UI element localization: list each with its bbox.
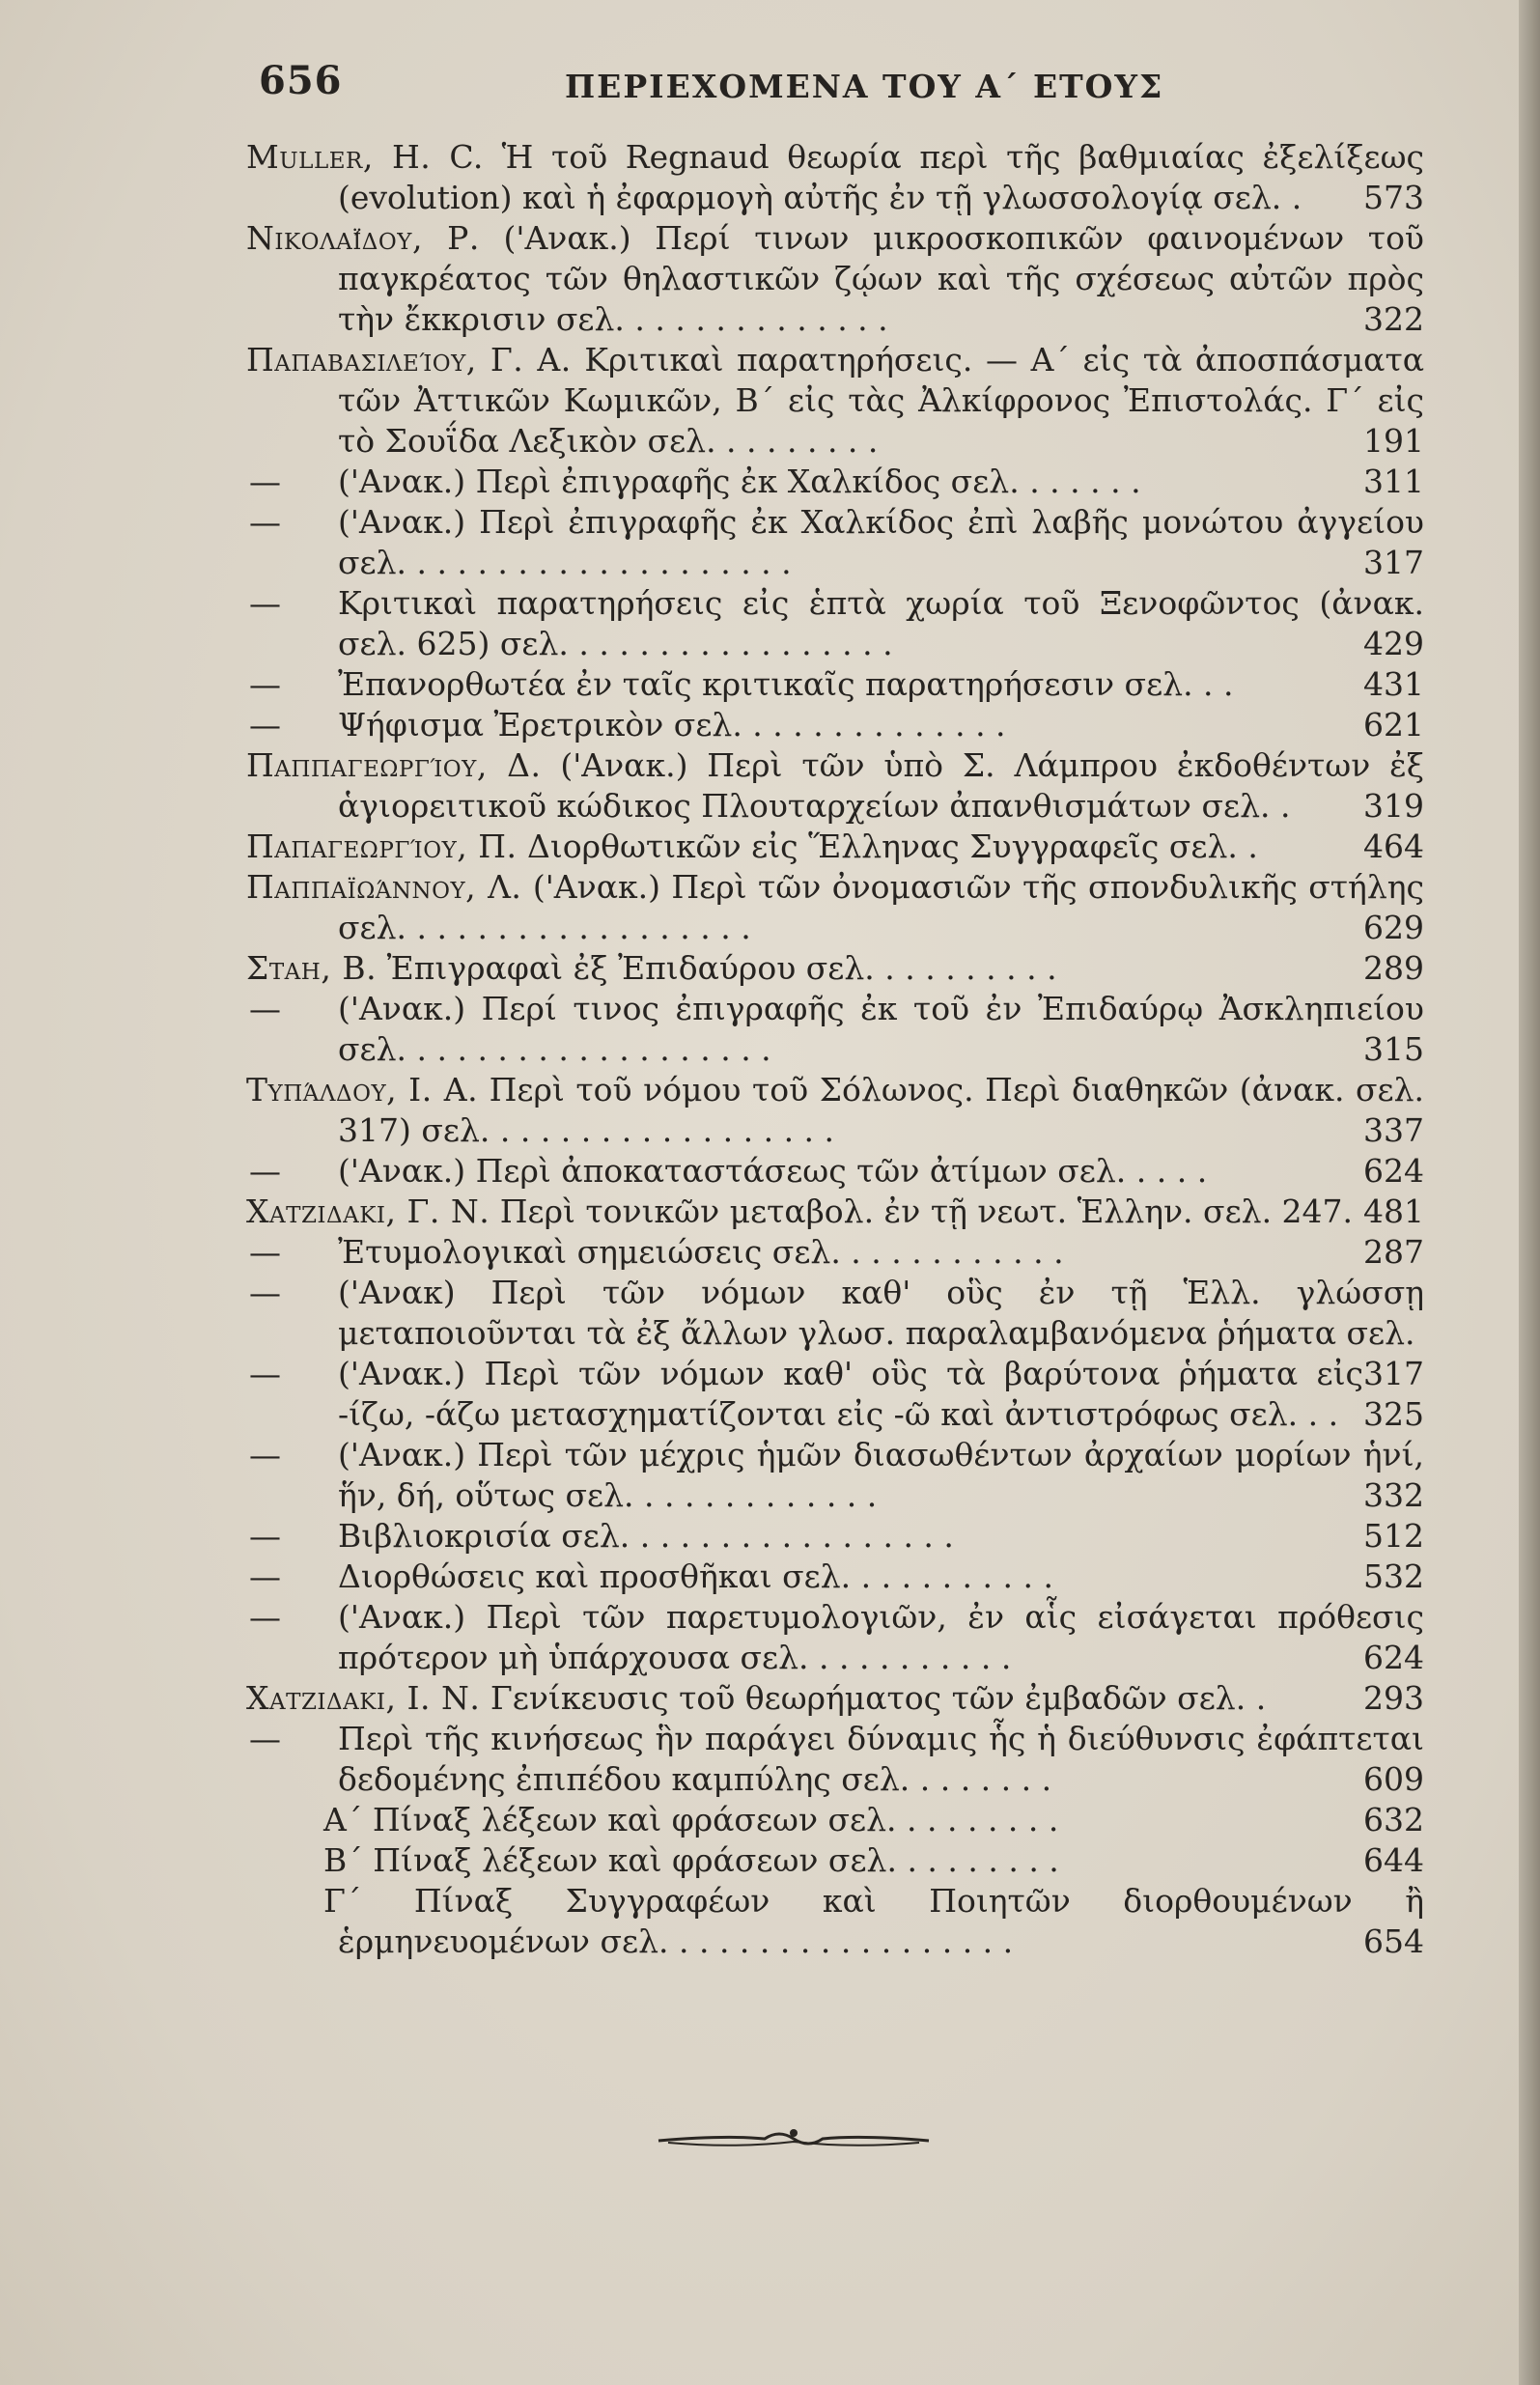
toc-entry bbox=[246, 502, 1424, 583]
toc-entry bbox=[246, 1800, 1424, 1840]
entry-title: Διορθωτικῶν εἰς Ἕλληνας Συγγραφεῖς σελ. . bbox=[527, 828, 1258, 865]
entry-page-number: 573 bbox=[1363, 179, 1424, 216]
entry-page-number: 464 bbox=[1363, 828, 1424, 865]
entry-page-number: 532 bbox=[1363, 1557, 1424, 1595]
entry-dash: — bbox=[249, 1598, 281, 1636]
entry-page-number: 317 bbox=[1363, 544, 1424, 581]
entry-title: Ἐπιγραφαὶ ἐξ Ἐπιδαύρου σελ. . . . . . . . . . bbox=[386, 949, 1057, 987]
toc-entry bbox=[246, 1516, 1424, 1557]
entry-dash: — bbox=[249, 665, 281, 703]
toc-entry bbox=[246, 989, 1424, 1070]
entry-dash: — bbox=[249, 463, 281, 500]
entry-page-number: 337 bbox=[1363, 1111, 1424, 1149]
toc-entry bbox=[246, 1070, 1424, 1151]
toc-entry bbox=[246, 1151, 1424, 1192]
entry-dash: — bbox=[249, 706, 281, 744]
toc-entry bbox=[246, 1354, 1424, 1435]
toc-entry bbox=[246, 1719, 1424, 1800]
entry-dash: — bbox=[249, 1436, 281, 1473]
entry-page-number: 644 bbox=[1363, 1841, 1424, 1879]
entry-title: ('Ανακ.) Περὶ τῶν μέχρις ἡμῶν διασωθέντων ἀρχαίων μορίων ἡνί, ἥν, δή, οὕτως σελ. . . . . . . . . . . . . bbox=[338, 1436, 1424, 1514]
table-of-contents bbox=[246, 137, 1424, 1962]
entry-page-number: 332 bbox=[1363, 1476, 1424, 1514]
entry-author: Τυπάλδου, Ι. Α. bbox=[246, 1071, 479, 1108]
entry-title: Ψήφισμα Ἐρετρικὸν σελ. . . . . . . . . . . . . . bbox=[338, 706, 1006, 744]
toc-entry bbox=[246, 583, 1424, 664]
toc-entry bbox=[246, 218, 1424, 340]
entry-title: Περὶ τοῦ νόμου τοῦ Σόλωνος. Περὶ διαθηκῶν (ἀνακ. σελ. 317) σελ. . . . . . . . . . . . . . . . . . bbox=[338, 1071, 1425, 1149]
entry-title: Γ΄ Πίναξ Συγγραφέων καὶ Ποιητῶν διορθουμένων ἢ ἑρμηνευομένων σελ. . . . . . . . . . . . . . . . . . bbox=[323, 1882, 1424, 1960]
entry-title: Α΄ Πίναξ λέξεων καὶ φράσεων σελ. . . . . . . . . bbox=[323, 1801, 1059, 1838]
entry-page-number: 632 bbox=[1363, 1801, 1424, 1838]
end-ornament bbox=[649, 2119, 938, 2158]
entry-title: Διορθώσεις καὶ προσθῆκαι σελ. . . . . . . . . . . bbox=[338, 1557, 1053, 1595]
entry-title: ('Ανακ) Περὶ τῶν νόμων καθ' οὓς ἐν τῇ Ἑλλ. γλώσσῃ μεταποιοῦνται τὰ ἐξ ἄλλων γλωσ. παραλαμβανόμενα ῥήματα σελ. bbox=[338, 1274, 1424, 1352]
entry-page-number: 624 bbox=[1363, 1152, 1424, 1190]
toc-entry bbox=[246, 1273, 1424, 1392]
toc-entry bbox=[246, 1597, 1424, 1678]
toc-entry bbox=[246, 1232, 1424, 1273]
entry-title: ('Ανακ.) Περί τινων μικροσκοπικῶν φαινομένων τοῦ παγκρέατος τῶν θηλαστικῶν ζῴων καὶ τῆς σχέσεως αὐτῶν πρὸς τὴν ἔκκρισιν σελ. . . . . . . . . . . . . . bbox=[338, 219, 1424, 338]
page-number: 656 bbox=[259, 58, 343, 103]
entry-title: Κριτικαὶ παρατηρήσεις. — Α΄ εἰς τὰ ἀποσπάσματα τῶν Ἀττικῶν Κωμικῶν, Β΄ εἰς τὰς Ἀλκίφρονος Ἐπιστολάς. Γ΄ εἰς τὸ Σουΐδα Λεξικὸν σελ. . . . . . . . . bbox=[338, 341, 1424, 460]
toc-entry bbox=[246, 867, 1424, 948]
entry-page-number: 293 bbox=[1363, 1679, 1424, 1717]
entry-dash: — bbox=[249, 584, 281, 622]
entry-page-number: 654 bbox=[1363, 1922, 1424, 1960]
entry-dash: — bbox=[249, 990, 281, 1027]
entry-page-number: 317 bbox=[1363, 1355, 1424, 1392]
entry-page-number: 431 bbox=[1363, 665, 1424, 703]
entry-title: Ἐτυμολογικαὶ σημειώσεις σελ. . . . . . . . . . . . bbox=[338, 1233, 1064, 1271]
entry-title: ('Ανακ.) Περὶ τῶν παρετυμολογιῶν, ἐν αἷς εἰσάγεται πρόθεσις πρότερον μὴ ὑπάρχουσα σελ. . . . . . . . . . . bbox=[338, 1598, 1424, 1676]
entry-title: ('Ανακ.) Περὶ ἀποκαταστάσεως τῶν ἀτίμων σελ. . . . . bbox=[338, 1152, 1208, 1190]
entry-page-number: 481 bbox=[1363, 1192, 1424, 1230]
entry-dash: — bbox=[249, 1274, 281, 1311]
toc-entry bbox=[246, 1435, 1424, 1516]
entry-title: Περὶ τονικῶν μεταβολ. ἐν τῇ νεωτ. Ἑλλην. σελ. 247. bbox=[499, 1192, 1354, 1230]
entry-author: Παπαβασιλείου, Γ. Α. bbox=[246, 341, 572, 379]
entry-author: Muller, H. C. bbox=[246, 138, 484, 176]
toc-entry bbox=[246, 1557, 1424, 1597]
entry-title: ('Ανακ.) Περὶ ἐπιγραφῆς ἐκ Χαλκίδος ἐπὶ λαβῆς μονώτου ἀγγείου σελ. . . . . . . . . . . . . . . . . . . . bbox=[338, 503, 1424, 581]
entry-page-number: 315 bbox=[1363, 1030, 1424, 1068]
entry-dash: — bbox=[249, 503, 281, 541]
entry-page-number: 191 bbox=[1363, 422, 1424, 460]
entry-page-number: 325 bbox=[1363, 1395, 1424, 1433]
entry-author: Σταη, Β. bbox=[246, 949, 378, 987]
entry-page-number: 322 bbox=[1363, 300, 1424, 338]
entry-page-number: 287 bbox=[1363, 1233, 1424, 1271]
entry-dash: — bbox=[249, 1557, 281, 1595]
entry-title: Ἡ τοῦ Regnaud θεωρία περὶ τῆς βαθμιαίας ἐξελίξεως (evolution) καὶ ἡ ἐφαρμογὴ αὐτῆς ἐν τῇ γλωσσολογίᾳ σελ. . bbox=[338, 138, 1424, 216]
entry-page-number: 429 bbox=[1363, 625, 1424, 662]
toc-entry bbox=[246, 137, 1424, 218]
entry-dash: — bbox=[249, 1355, 281, 1392]
entry-page-number: 624 bbox=[1363, 1639, 1424, 1676]
toc-entry bbox=[246, 1192, 1424, 1232]
entry-title: Βιβλιοκρισία σελ. . . . . . . . . . . . . . . . . bbox=[338, 1517, 954, 1555]
entry-title: Ἐπανορθωτέα ἐν ταῖς κριτικαῖς παρατηρήσεσιν σελ. . . bbox=[338, 665, 1234, 703]
toc-entry bbox=[246, 1840, 1424, 1881]
entry-page-number: 512 bbox=[1363, 1517, 1424, 1555]
toc-entry bbox=[246, 1678, 1424, 1719]
toc-entry bbox=[246, 462, 1424, 502]
entry-dash: — bbox=[249, 1152, 281, 1190]
entry-title: Γενίκευσις τοῦ θεωρήματος τῶν ἐμβαδῶν σελ. . bbox=[490, 1679, 1267, 1717]
entry-title: Β΄ Πίναξ λέξεων καὶ φράσεων σελ. . . . . . . . . bbox=[323, 1841, 1059, 1879]
entry-title: ('Ανακ.) Περὶ τῶν ὑπὸ Σ. Λάμπρου ἐκδοθέντων ἐξ ἁγιορειτικοῦ κώδικος Πλουταρχείων ἀπανθισμάτων σελ. . bbox=[338, 746, 1424, 825]
entry-title: ('Ανακ.) Περὶ ἐπιγραφῆς ἐκ Χαλκίδος σελ. . . . . . . bbox=[338, 463, 1141, 500]
toc-entry bbox=[246, 664, 1424, 705]
entry-dash: — bbox=[249, 1517, 281, 1555]
entry-page-number: 621 bbox=[1363, 706, 1424, 744]
entry-title: ('Ανακ.) Περὶ τῶν ὀνομασιῶν τῆς σπονδυλικῆς στήλης σελ. . . . . . . . . . . . . . . . . . bbox=[338, 868, 1424, 946]
entry-title: Κριτικαὶ παρατηρήσεις εἰς ἑπτὰ χωρία τοῦ Ξενοφῶντος (ἀνακ. σελ. 625) σελ. . . . . . . . . . . . . . . . . bbox=[338, 584, 1424, 662]
entry-author: Παππαγεωργίου, Δ. bbox=[246, 746, 542, 784]
entry-page-number: 609 bbox=[1363, 1760, 1424, 1798]
toc-entry bbox=[246, 745, 1424, 827]
entry-title: Περὶ τῆς κινήσεως ἣν παράγει δύναμις ἧς ἡ διεύθυνσις ἐφάπτεται δεδομένης ἐπιπέδου καμπύλης σελ. . . . . . . . bbox=[338, 1720, 1424, 1798]
entry-author: Χατζιδακι, Ι. Ν. bbox=[246, 1679, 481, 1717]
toc-entry bbox=[246, 1881, 1424, 1962]
toc-entry bbox=[246, 340, 1424, 462]
entry-title: ('Ανακ.) Περί τινος ἐπιγραφῆς ἐκ τοῦ ἐν Ἐπιδαύρῳ Ἀσκληπιείου σελ. . . . . . . . . . . . . . . . . . . bbox=[338, 990, 1424, 1068]
entry-title: ('Ανακ.) Περὶ τῶν νόμων καθ' οὓς τὰ βαρύτονα ῥήματα εἰς -ίζω, -άζω μετασχηματίζονται εἰς -ῶ καὶ ἀντιστρόφως σελ. . . bbox=[338, 1355, 1363, 1433]
entry-author: Παπαγεωργίου, Π. bbox=[246, 828, 518, 865]
entry-author: Παππαϊωάννου, Λ. bbox=[246, 868, 522, 906]
entry-author: Χατζιδακι, Γ. Ν. bbox=[246, 1192, 490, 1230]
toc-entry bbox=[246, 705, 1424, 745]
entry-page-number: 319 bbox=[1363, 787, 1424, 825]
toc-entry bbox=[246, 948, 1424, 989]
entry-dash: — bbox=[249, 1233, 281, 1271]
page-edge-shadow bbox=[1519, 0, 1540, 2385]
running-title: ΠΕΡΙΕΧΟΜΕΝΑ ΤΟΥ Α΄ ΕΤΟΥΣ bbox=[565, 68, 1164, 105]
entry-dash: — bbox=[249, 1720, 281, 1757]
entry-page-number: 629 bbox=[1363, 909, 1424, 946]
entry-page-number: 311 bbox=[1363, 463, 1424, 500]
toc-entry bbox=[246, 827, 1424, 867]
entry-page-number: 289 bbox=[1363, 949, 1424, 987]
entry-author: Νικολαΐδου, Ρ. bbox=[246, 219, 480, 257]
